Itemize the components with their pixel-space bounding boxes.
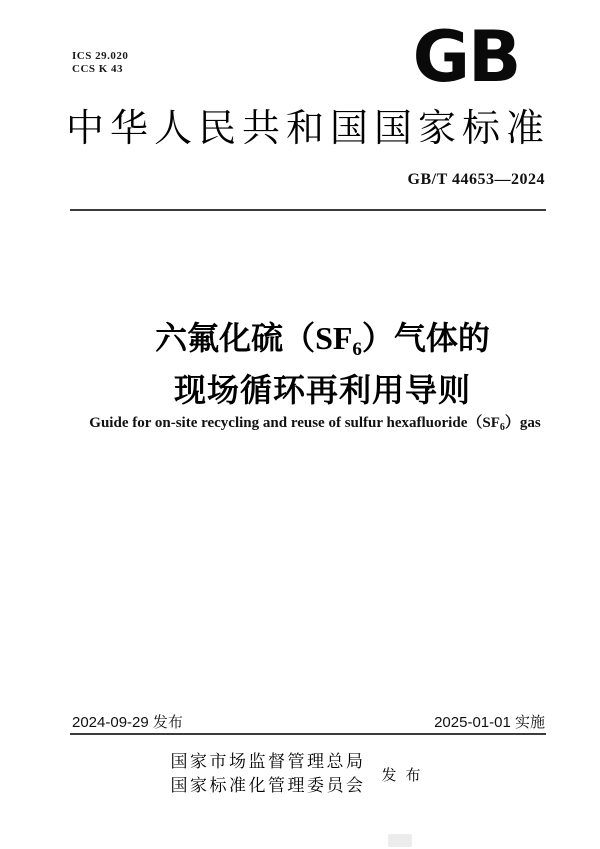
date-row	[72, 711, 545, 732]
standard-title	[45, 318, 600, 410]
gb-logo-text: GB	[412, 24, 520, 90]
title-subscript: 6	[352, 339, 362, 360]
publish-label: 发布	[381, 767, 430, 784]
issuer-names	[170, 750, 365, 798]
issuer-block	[0, 750, 600, 798]
national-standard-heading: 中华人民共和国国家标准	[66, 108, 551, 150]
classification-codes	[72, 50, 128, 76]
subtitle-suffix: ）gas	[504, 415, 541, 431]
standard-title-line1	[45, 318, 600, 370]
issue-date: 2024-09-29 发布	[72, 714, 183, 731]
english-subtitle	[30, 411, 600, 433]
title-line1-text: 六氟化硫（SF	[155, 320, 353, 356]
standard-number: GB/T 44653—2024	[407, 171, 545, 188]
title-line1-suffix: ）气体的	[361, 320, 490, 356]
bottom-divider	[70, 733, 546, 735]
issuer-2: 国家标准化管理委员会	[170, 776, 366, 795]
gb-logo-graphic	[404, 24, 528, 90]
gb-logo	[404, 24, 528, 90]
subtitle-text: Guide for on-site recycling and reuse of sulfur hexafluoride（SF	[89, 415, 500, 431]
issuer-1: 国家市场监督管理总局	[170, 752, 366, 771]
implement-date: 2025-01-01 实施	[434, 714, 545, 731]
ics-code: ICS 29.020	[72, 50, 129, 62]
watermark	[388, 834, 412, 847]
top-divider	[70, 209, 546, 211]
ccs-code: CCS K 43	[72, 63, 124, 75]
standard-title-line2: 现场循环再利用导则	[173, 372, 471, 408]
subtitle-subscript: 6	[499, 422, 505, 433]
